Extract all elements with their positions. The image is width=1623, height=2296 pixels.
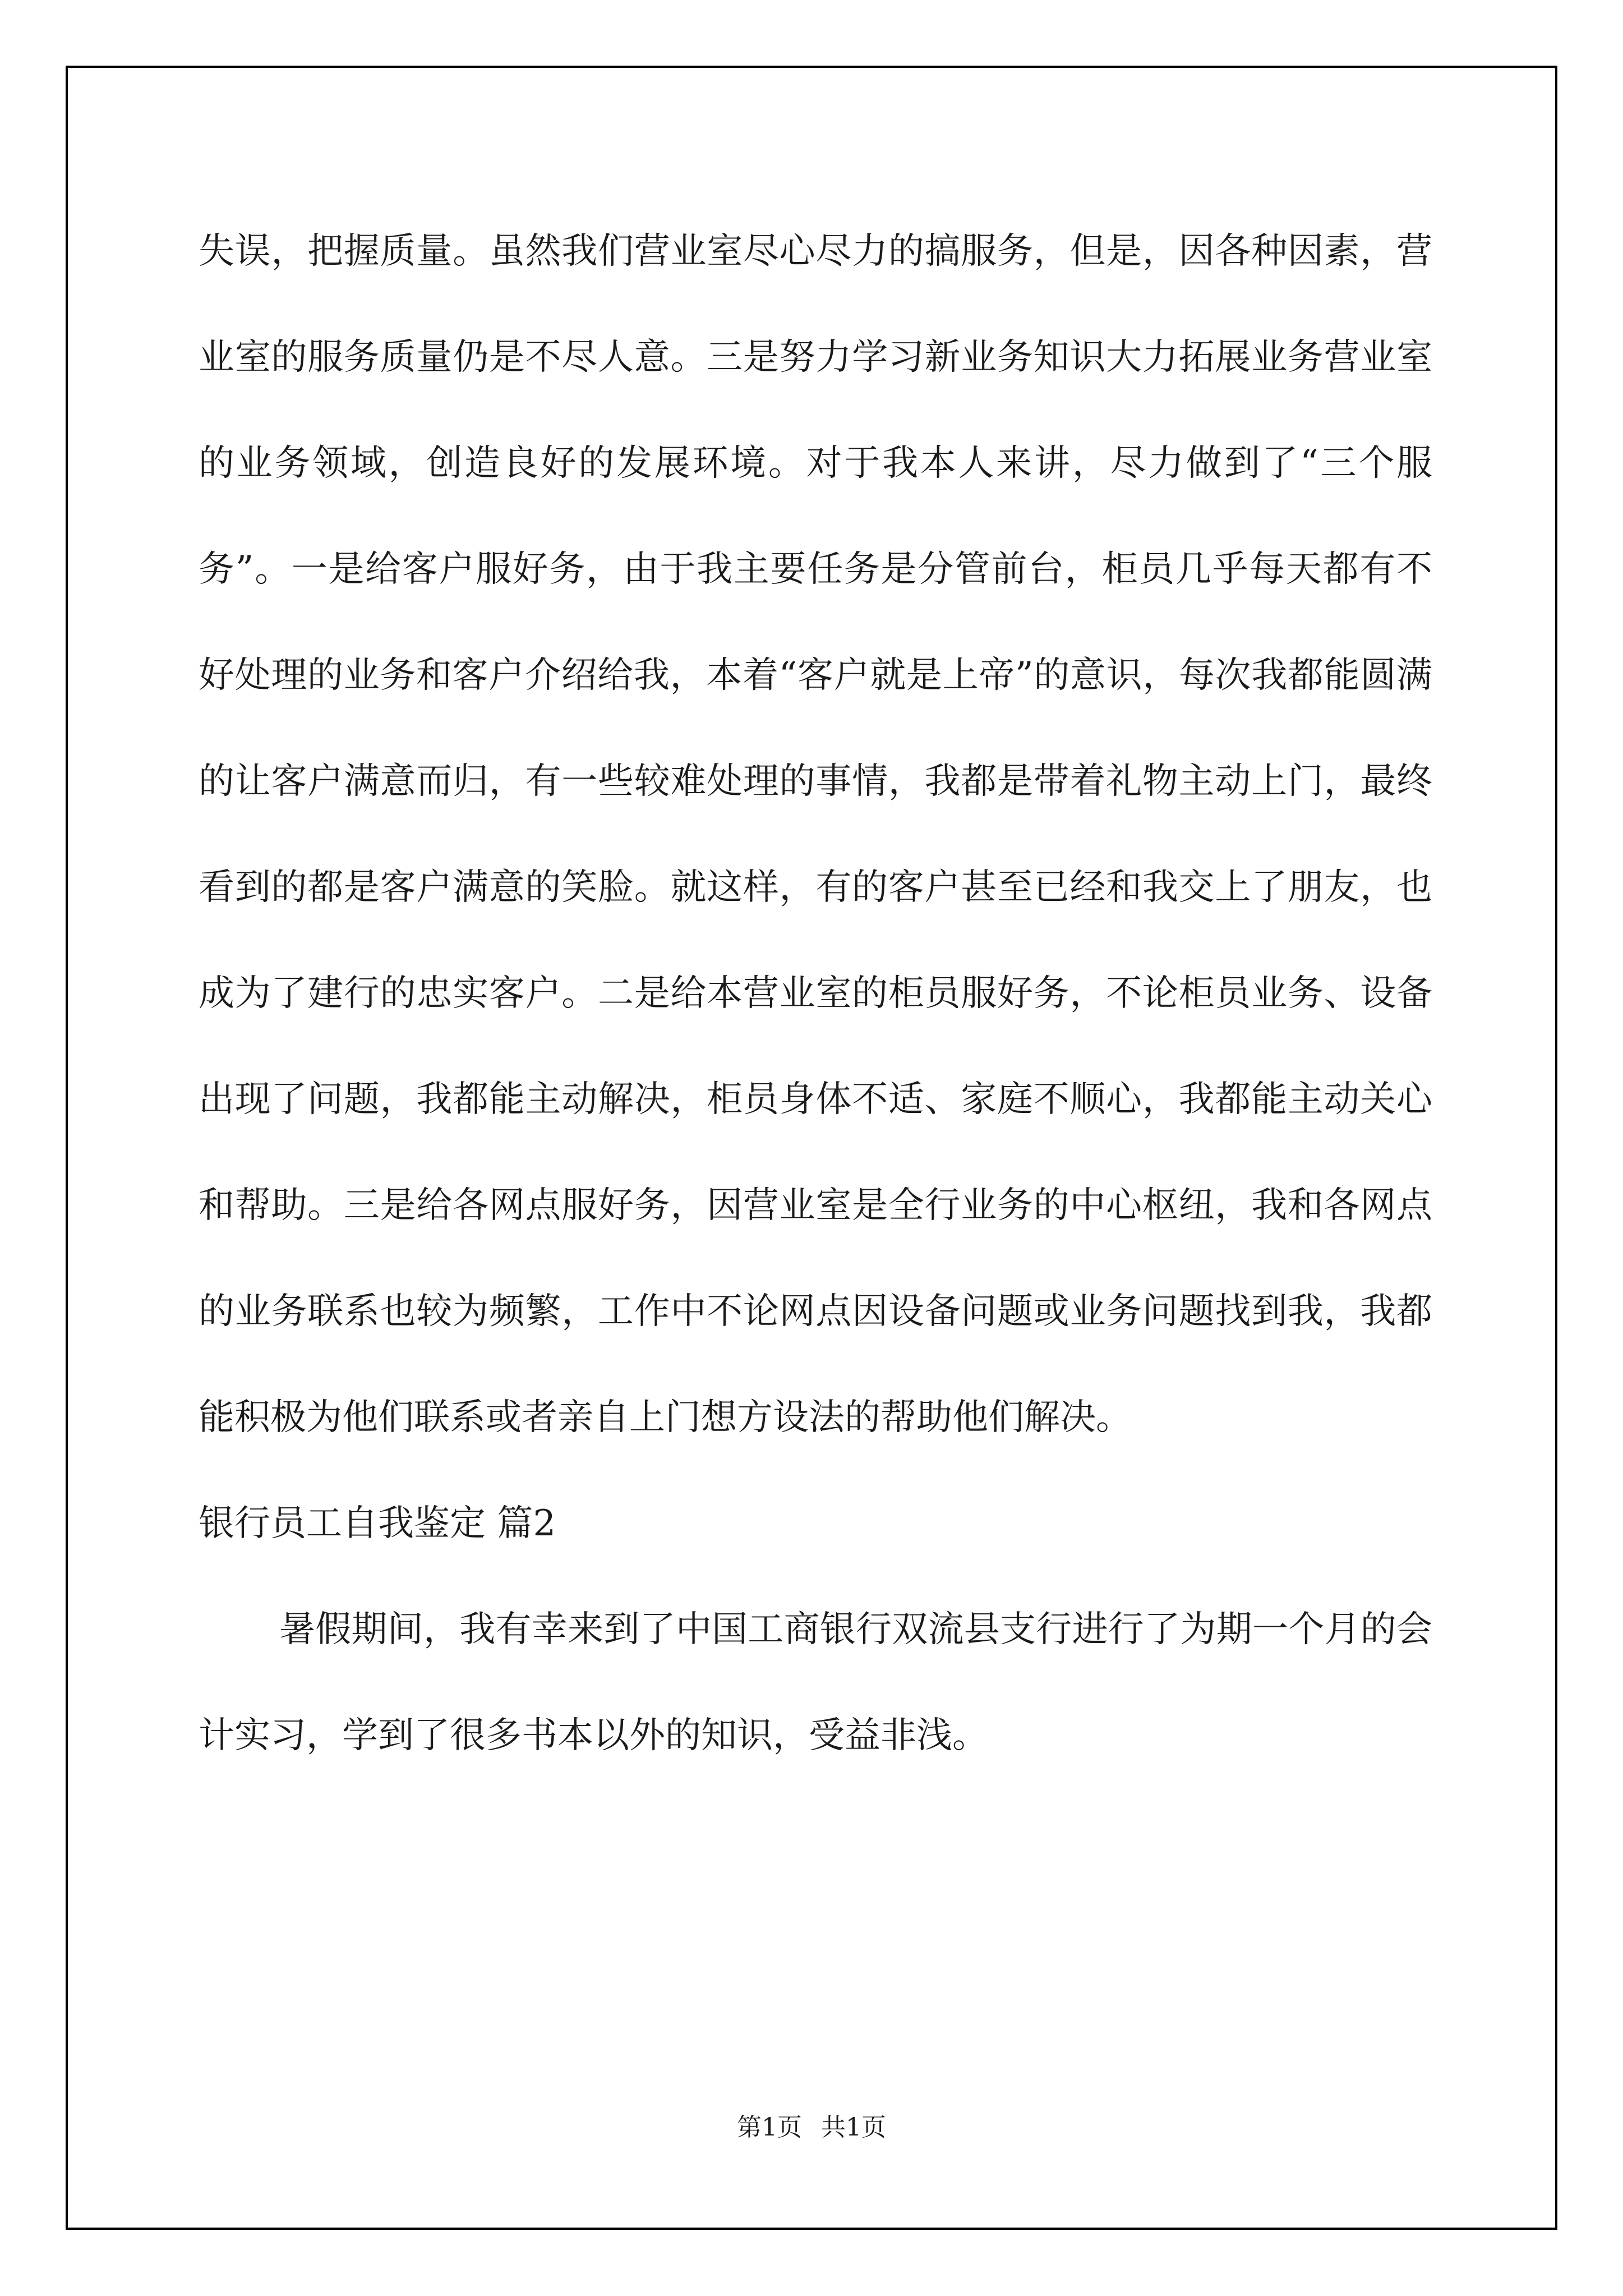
- document-body: [199, 199, 1432, 1789]
- page-number-total: 共1页: [821, 2113, 886, 2142]
- section-heading: 银行员工自我鉴定 篇2: [199, 1503, 556, 1544]
- page-footer: [0, 2107, 1623, 2143]
- body-paragraph-indented: 暑假期间，我有幸来到了中国工商银行双流县支行进行了为期一个月的会计实习，学到了很多书本以外的知识，受益非浅。: [199, 1609, 1432, 1756]
- body-paragraph: 失误，把握质量。虽然我们营业室尽心尽力的搞服务，但是，因各种因素，营业室的服务质量仍是不尽人意。三是努力学习新业务知识大力拓展业务营业室的业务领域，创造良好的发展环境。对于我本人来讲，尽力做到了“三个服务”。一是给客户服好务，由于我主要任务是分管前台，柜员几乎每天都有不好处理的业务和客户介绍给我，本着“客户就是上帝”的意识，每次我都能圆满的让客户满意而归，有一些较难处理的事情，我都是带着礼物主动上门，最终看到的都是客户满意的笑脸。就这样，有的客户甚至已经和我交上了朋友，也成为了建行的忠实客户。二是给本营业室的柜员服好务，不论柜员业务、设备出现了问题，我都能主动解决，柜员身体不适、家庭不顺心，我都能主动关心和帮助。三是给各网点服好务，因营业室是全行业务的中心枢纽，我和各网点的业务联系也较为频繁，工作中不论网点因设备问题或业务问题找到我，我都能积极为他们联系或者亲自上门想方设法的帮助他们解决。: [199, 231, 1432, 1438]
- page-number-current: 第1页: [737, 2113, 802, 2142]
